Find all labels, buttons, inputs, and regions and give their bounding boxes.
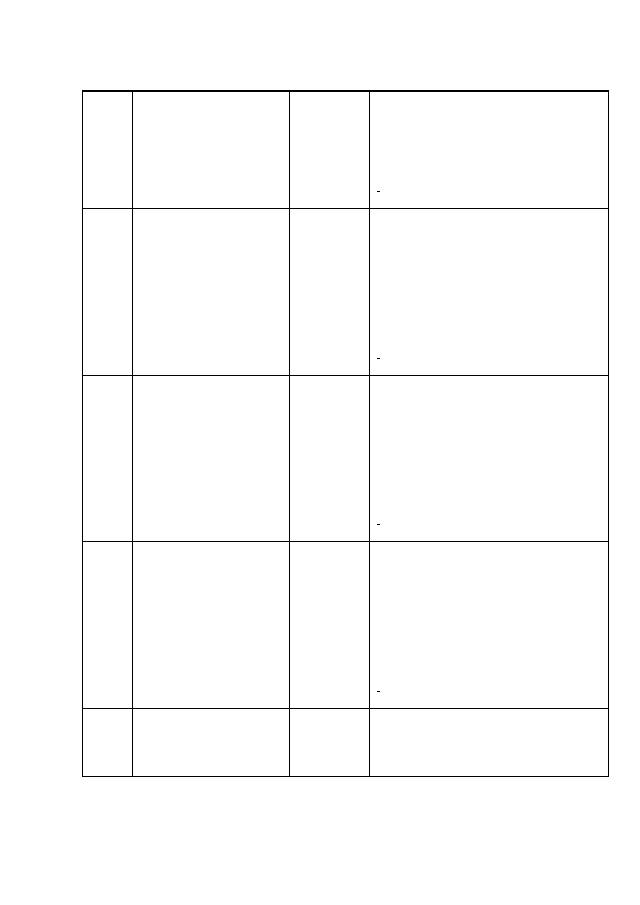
index-line xyxy=(370,376,608,393)
year-value xyxy=(290,492,369,509)
index-line xyxy=(370,625,608,642)
index-line xyxy=(370,109,608,126)
indexes-cell xyxy=(370,208,609,375)
indexes-cell xyxy=(370,709,609,776)
formula xyxy=(370,175,608,208)
indexes-cell xyxy=(370,375,609,542)
index-line xyxy=(370,492,608,509)
year-value xyxy=(290,325,369,342)
index-line xyxy=(370,592,608,609)
year-value xyxy=(290,125,369,142)
index-line xyxy=(370,226,608,243)
table-row xyxy=(83,208,609,375)
year-value xyxy=(290,709,369,726)
index-line xyxy=(370,542,608,559)
index-line xyxy=(370,659,608,676)
index-line xyxy=(370,726,608,743)
formula xyxy=(370,675,608,708)
year-value xyxy=(290,309,369,326)
year-value xyxy=(290,659,369,676)
formula-fraction xyxy=(377,511,380,538)
year-value xyxy=(290,625,369,642)
year-value xyxy=(290,459,369,476)
table-row xyxy=(83,92,609,209)
year-value xyxy=(290,726,369,743)
year-value xyxy=(290,642,369,659)
years-cell xyxy=(290,208,370,375)
table-row xyxy=(83,709,609,776)
year-value xyxy=(290,392,369,409)
index-line xyxy=(370,742,608,759)
row-number xyxy=(83,92,133,209)
year-value xyxy=(290,142,369,159)
index-line xyxy=(370,158,608,175)
municipality-name xyxy=(133,375,290,542)
index-line xyxy=(370,426,608,443)
index-line xyxy=(370,92,608,109)
formula xyxy=(370,508,608,541)
indexes-cell xyxy=(370,92,609,209)
index-line xyxy=(370,459,608,476)
index-line xyxy=(370,242,608,259)
formula xyxy=(370,342,608,375)
index-line xyxy=(370,642,608,659)
year-value xyxy=(290,92,369,109)
index-line xyxy=(370,209,608,226)
year-value xyxy=(290,559,369,576)
year-value xyxy=(290,292,369,309)
index-line xyxy=(370,392,608,409)
year-value xyxy=(290,475,369,492)
index-line xyxy=(370,142,608,159)
index-line xyxy=(370,409,608,426)
row-number xyxy=(83,375,133,542)
year-value xyxy=(290,175,369,192)
formula-denominator xyxy=(378,192,379,205)
year-value xyxy=(290,742,369,759)
indexes-cell xyxy=(370,542,609,709)
year-value xyxy=(290,609,369,626)
formula-numerator xyxy=(377,178,380,192)
row-number xyxy=(83,542,133,709)
formula-numerator xyxy=(377,511,380,525)
year-value xyxy=(290,342,369,359)
years-cell xyxy=(290,709,370,776)
index-line xyxy=(370,309,608,326)
year-value xyxy=(290,675,369,692)
year-value xyxy=(290,209,369,226)
year-value xyxy=(290,508,369,525)
index-line xyxy=(370,275,608,292)
year-value xyxy=(290,576,369,593)
formula-numerator xyxy=(377,345,380,359)
formula-fraction xyxy=(377,178,380,205)
row-number xyxy=(83,208,133,375)
formula-fraction xyxy=(377,345,380,372)
index-line xyxy=(370,609,608,626)
year-value xyxy=(290,376,369,393)
year-value xyxy=(290,442,369,459)
year-value xyxy=(290,426,369,443)
formula-numerator xyxy=(377,678,380,692)
year-value xyxy=(290,158,369,175)
table-row xyxy=(83,375,609,542)
index-line xyxy=(370,759,608,776)
year-value xyxy=(290,275,369,292)
year-value xyxy=(290,592,369,609)
year-value xyxy=(290,242,369,259)
formula-denominator xyxy=(378,359,379,372)
years-cell xyxy=(290,542,370,709)
municipality-name xyxy=(133,208,290,375)
row-number xyxy=(83,709,133,776)
years-cell xyxy=(290,375,370,542)
formula-fraction xyxy=(377,678,380,705)
indexes-table xyxy=(82,90,609,777)
year-value xyxy=(290,542,369,559)
municipality-name xyxy=(133,709,290,776)
index-line xyxy=(370,292,608,309)
year-value xyxy=(290,109,369,126)
table-row xyxy=(83,542,609,709)
formula-denominator xyxy=(378,525,379,538)
index-line xyxy=(370,559,608,576)
index-line xyxy=(370,325,608,342)
year-value xyxy=(290,226,369,243)
index-line xyxy=(370,442,608,459)
year-value xyxy=(290,409,369,426)
index-line xyxy=(370,576,608,593)
index-line xyxy=(370,125,608,142)
index-line xyxy=(370,259,608,276)
municipality-name xyxy=(133,542,290,709)
formula-denominator xyxy=(378,692,379,705)
year-value xyxy=(290,259,369,276)
index-line xyxy=(370,709,608,726)
years-cell xyxy=(290,92,370,209)
municipality-name xyxy=(133,92,290,209)
index-line xyxy=(370,475,608,492)
